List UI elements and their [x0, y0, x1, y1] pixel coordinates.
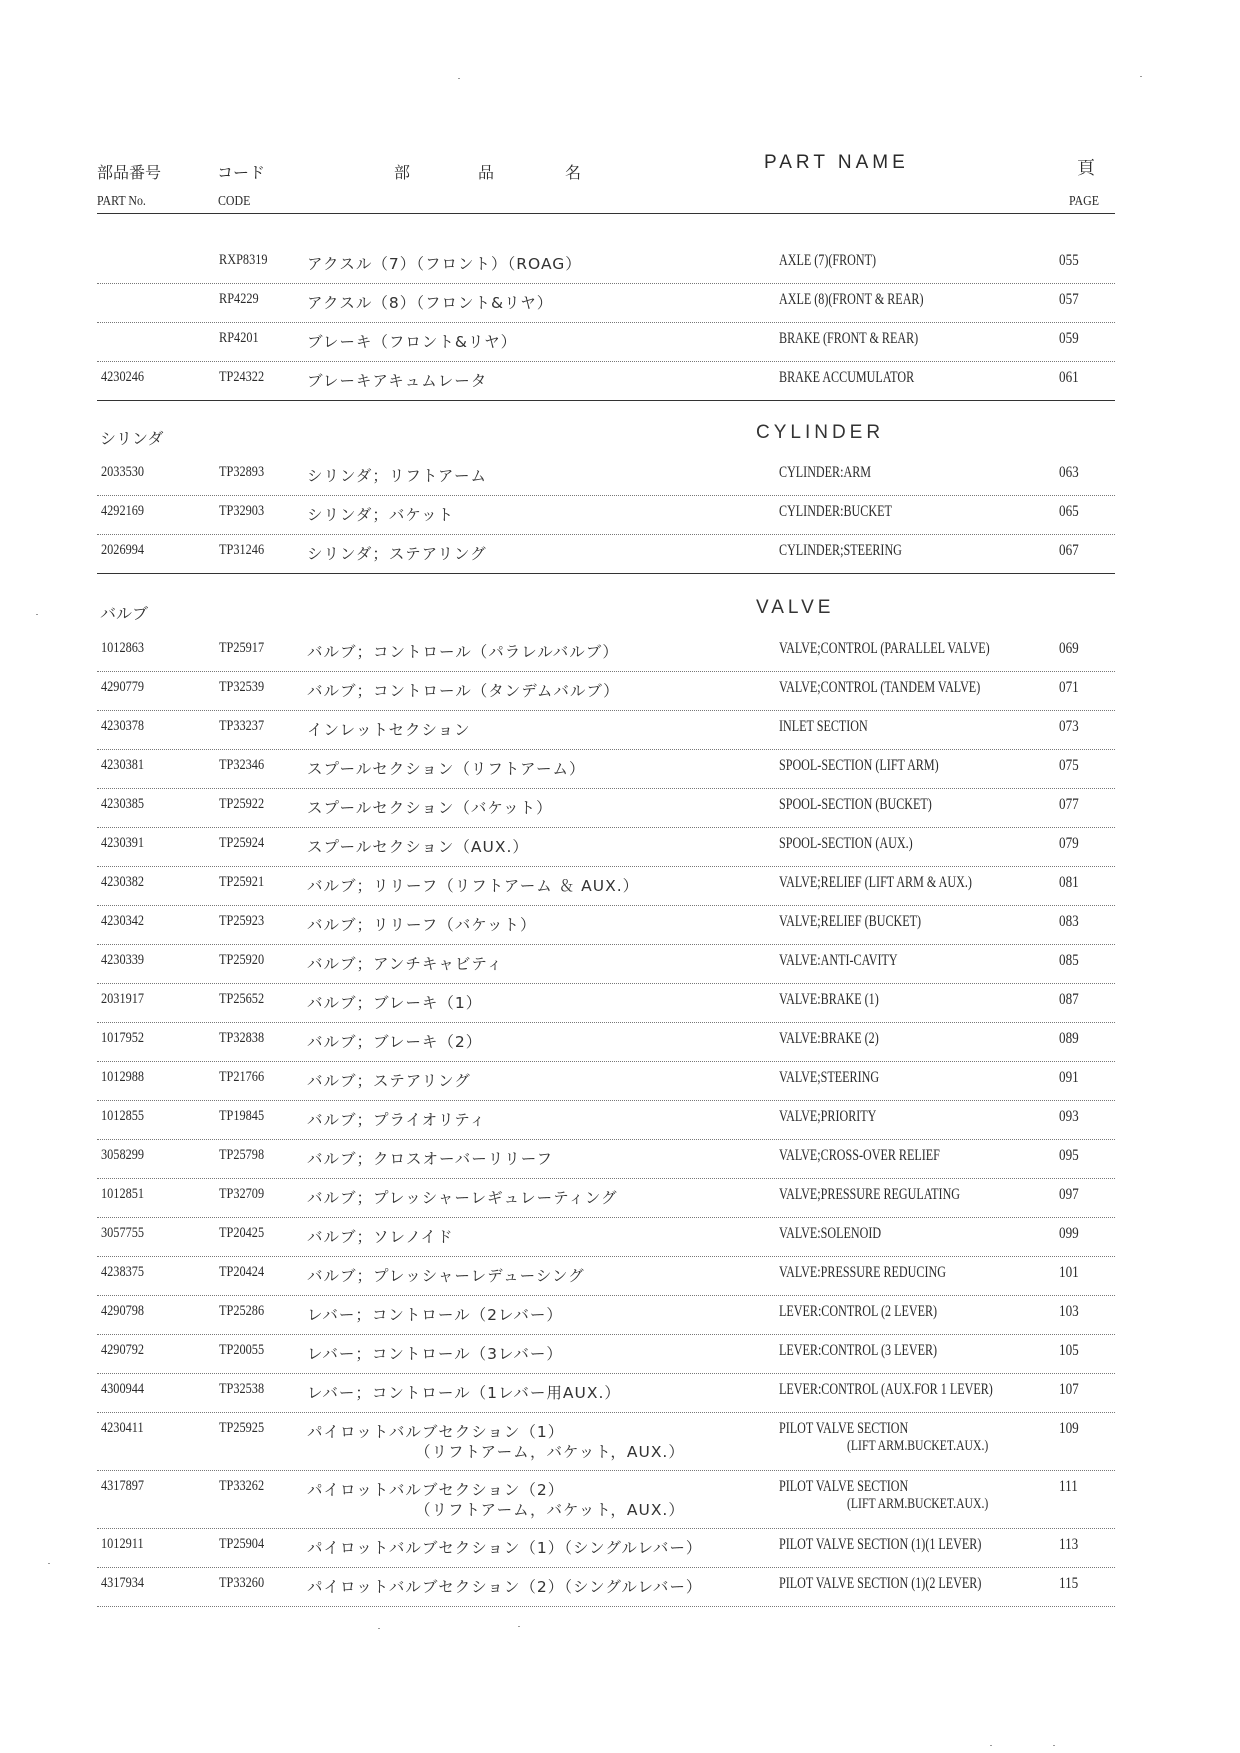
scan-speck [990, 1745, 992, 1746]
part-name-en: PILOT VALVE SECTION (1)(2 LEVER) [779, 1575, 982, 1592]
part-number: 4292169 [101, 503, 145, 519]
table-row [97, 1334, 1115, 1374]
part-name-jp: アクスル（8）（フロント&リヤ） [307, 294, 554, 312]
part-name-jp: レバー；コントロール（3レバー） [307, 1345, 563, 1363]
code: TP33260 [219, 1575, 265, 1591]
table-row [97, 456, 1115, 496]
page-number: 065 [1059, 503, 1079, 520]
part-name-jp: バルブ；コントロール（パラレルバルブ） [307, 643, 619, 661]
scan-speck [518, 1626, 520, 1627]
code: TP20425 [219, 1225, 265, 1241]
page-number: 103 [1059, 1303, 1079, 1320]
part-name-en: VALVE;CONTROL (TANDEM VALVE) [779, 679, 981, 696]
table-row [97, 1528, 1115, 1568]
code: TP20424 [219, 1264, 265, 1280]
table-row [97, 283, 1115, 323]
page-number: 079 [1059, 835, 1079, 852]
part-number: 4317897 [101, 1478, 145, 1494]
part-name-en: LEVER:CONTROL (2 LEVER) [779, 1303, 938, 1320]
section-title-en: CYLINDER [756, 422, 885, 443]
page-number: 091 [1059, 1069, 1079, 1086]
table-row [97, 1100, 1115, 1140]
part-name-en: CYLINDER:BUCKET [779, 503, 892, 520]
part-number: 4290779 [101, 679, 145, 695]
part-number: 4230411 [101, 1420, 144, 1436]
part-number: 4230378 [101, 718, 145, 734]
part-name-en: VALVE;CROSS-OVER RELIEF [779, 1147, 940, 1164]
part-name-en: AXLE (8)(FRONT & REAR) [779, 291, 924, 308]
part-name-jp: スプールセクション（リフトアーム） [307, 760, 586, 778]
part-name-en: VALVE:SOLENOID [779, 1225, 882, 1242]
page-number: 081 [1059, 874, 1079, 891]
page-number: 095 [1059, 1147, 1079, 1164]
table-row [97, 322, 1115, 362]
section-title-en: VALVE [756, 597, 835, 618]
scan-speck [36, 614, 38, 615]
part-number: 3058299 [101, 1147, 145, 1163]
code: TP32903 [219, 503, 265, 519]
part-name-jp: シリンダ；リフトアーム [307, 467, 487, 485]
table-row [97, 1412, 1115, 1471]
part-name-jp: バルブ；クロスオーバーリリーフ [307, 1150, 553, 1168]
code: TP19845 [219, 1108, 265, 1124]
header-part-name-jp-2: 品 [478, 163, 495, 182]
code: TP32539 [219, 679, 265, 695]
part-number: 4230382 [101, 874, 145, 890]
header-code-en: CODE [218, 194, 251, 209]
page-number: 073 [1059, 718, 1079, 735]
page-number: 101 [1059, 1264, 1079, 1281]
part-name-jp: シリンダ；ステアリング [307, 545, 487, 563]
part-name-en: VALVE;PRIORITY [779, 1108, 877, 1125]
page-number: 083 [1059, 913, 1079, 930]
part-name-en: INLET SECTION [779, 718, 868, 735]
code: TP32709 [219, 1186, 265, 1202]
part-number: 1012863 [101, 640, 145, 656]
part-name-jp: パイロットバルブセクション（1）（シングルレバー） [307, 1539, 703, 1557]
part-name-en: VALVE;RELIEF (LIFT ARM & AUX.) [779, 874, 972, 891]
table-row [97, 1295, 1115, 1335]
part-number: 4230342 [101, 913, 145, 929]
code: TP25917 [219, 640, 265, 656]
part-name-jp: インレットセクション [307, 721, 471, 739]
part-name-en: PILOT VALVE SECTION [779, 1420, 909, 1437]
part-name-jp: パイロットバルブセクション（2）（シングルレバー） [307, 1578, 703, 1596]
page-number: 077 [1059, 796, 1079, 813]
code: TP25920 [219, 952, 265, 968]
table-row [97, 632, 1115, 672]
page-number: 099 [1059, 1225, 1079, 1242]
page-number: 087 [1059, 991, 1079, 1008]
page-number: 085 [1059, 952, 1079, 969]
table-row [97, 866, 1115, 906]
table-row [97, 749, 1115, 789]
part-number: 1012851 [101, 1186, 145, 1202]
part-name-en: VALVE:BRAKE (1) [779, 991, 879, 1008]
part-number: 4230246 [101, 369, 145, 385]
page-number: 097 [1059, 1186, 1079, 1203]
code: TP33262 [219, 1478, 265, 1494]
header-part-name-jp-3: 名 [565, 163, 582, 182]
part-number: 1012855 [101, 1108, 145, 1124]
code: TP32838 [219, 1030, 265, 1046]
part-number: 1017952 [101, 1030, 145, 1046]
part-name-en: VALVE;RELIEF (BUCKET) [779, 913, 922, 930]
page-number: 069 [1059, 640, 1079, 657]
page-number: 059 [1059, 330, 1079, 347]
code: TP25923 [219, 913, 265, 929]
section-heading-valve [97, 597, 1115, 627]
table-row [97, 1061, 1115, 1101]
part-name-en: AXLE (7)(FRONT) [779, 252, 877, 269]
table-row [97, 244, 1115, 284]
part-name-en: VALVE;CONTROL (PARALLEL VALVE) [779, 640, 990, 657]
part-name-jp: バルブ；ブレーキ（1） [307, 994, 483, 1012]
table-row [97, 983, 1115, 1023]
part-name-jp: バルブ；リリーフ（バケット） [307, 916, 537, 934]
part-name-jp: パイロットバルブセクション（2） [307, 1481, 565, 1499]
page-number: 061 [1059, 369, 1079, 386]
part-name-jp: バルブ；リリーフ（リフトアーム ＆ AUX.） [307, 877, 640, 895]
part-name-en: SPOOL-SECTION (AUX.) [779, 835, 913, 852]
part-name-jp: バルブ；コントロール（タンデムバルブ） [307, 682, 620, 700]
table-row [97, 710, 1115, 750]
part-name-en: LEVER:CONTROL (AUX.FOR 1 LEVER) [779, 1381, 993, 1398]
header-part-name-jp-1: 部 [394, 163, 411, 182]
part-name-jp: アクスル（7）（フロント）（ROAG） [307, 255, 582, 273]
code: TP24322 [219, 369, 265, 385]
code: RP4201 [219, 330, 259, 346]
part-name-en: CYLINDER:ARM [779, 464, 872, 481]
part-name-en-line2: (LIFT ARM.BUCKET.AUX.) [847, 1496, 989, 1512]
part-number: 1012911 [101, 1536, 144, 1552]
part-name-jp: バルブ；プライオリティ [307, 1111, 487, 1129]
part-name-en: BRAKE ACCUMULATOR [779, 369, 915, 386]
table-row [97, 1217, 1115, 1257]
header-part-no-en: PART No. [97, 194, 146, 209]
column-header [97, 152, 1112, 218]
part-number: 4238375 [101, 1264, 145, 1280]
code: TP25652 [219, 991, 265, 1007]
page-number: 057 [1059, 291, 1079, 308]
page-number: 107 [1059, 1381, 1079, 1398]
scan-speck [48, 1563, 50, 1564]
header-code-jp: コード [217, 163, 266, 182]
part-name-jp-line2: （リフトアーム，バケット，AUX.） [415, 1501, 685, 1519]
part-name-en: VALVE:BRAKE (2) [779, 1030, 879, 1047]
page-number: 109 [1059, 1420, 1079, 1437]
part-number: 4290792 [101, 1342, 145, 1358]
part-name-en: VALVE:PRESSURE REDUCING [779, 1264, 946, 1281]
table-row [97, 905, 1115, 945]
part-name-en: SPOOL-SECTION (LIFT ARM) [779, 757, 939, 774]
part-number: 4290798 [101, 1303, 145, 1319]
code: TP25904 [219, 1536, 265, 1552]
page-number: 111 [1059, 1478, 1078, 1495]
part-name-jp: バルブ；ソレノイド [307, 1228, 454, 1246]
part-number: 4230385 [101, 796, 145, 812]
part-name-en: BRAKE (FRONT & REAR) [779, 330, 919, 347]
code: TP25798 [219, 1147, 265, 1163]
part-name-jp: バルブ；ブレーキ（2） [307, 1033, 483, 1051]
table-row [97, 1178, 1115, 1218]
part-name-en: PILOT VALVE SECTION [779, 1478, 909, 1495]
page-number: 071 [1059, 679, 1079, 696]
page-number: 093 [1059, 1108, 1079, 1125]
code: TP33237 [219, 718, 265, 734]
code: TP31246 [219, 542, 265, 558]
table-row [97, 671, 1115, 711]
table-row [97, 361, 1115, 401]
part-name-en: PILOT VALVE SECTION (1)(1 LEVER) [779, 1536, 982, 1553]
part-number: 2033530 [101, 464, 145, 480]
page-number: 075 [1059, 757, 1079, 774]
part-name-jp: スプールセクション（バケット） [307, 799, 553, 817]
part-name-jp: バルブ；アンチキャビティ [307, 955, 504, 973]
table-row [97, 1022, 1115, 1062]
scan-speck [1140, 76, 1142, 77]
code: TP20055 [219, 1342, 265, 1358]
part-name-jp: ブレーキアキュムレータ [307, 372, 488, 390]
part-name-en: CYLINDER;STEERING [779, 542, 902, 559]
part-number: 1012988 [101, 1069, 145, 1085]
code: TP25286 [219, 1303, 265, 1319]
part-name-jp: レバー；コントロール（1レバー用AUX.） [307, 1384, 621, 1402]
section-title-jp: バルブ [100, 604, 149, 623]
header-part-no-jp: 部品番号 [97, 163, 162, 182]
part-name-jp: バルブ；プレッシャーレデューシング [307, 1267, 585, 1285]
header-part-name-en: PART NAME [764, 152, 909, 173]
part-name-en: VALVE;PRESSURE REGULATING [779, 1186, 961, 1203]
scan-speck [458, 78, 460, 79]
table-row [97, 1139, 1115, 1179]
part-number: 3057755 [101, 1225, 145, 1241]
table-row [97, 944, 1115, 984]
part-name-jp: バルブ；ステアリング [307, 1072, 471, 1090]
part-number: 2031917 [101, 991, 145, 1007]
part-number: 4230391 [101, 835, 145, 851]
scan-speck [378, 1628, 380, 1629]
section-heading-cylinder [97, 422, 1115, 452]
part-name-jp: パイロットバルブセクション（1） [307, 1423, 565, 1441]
table-row [97, 1256, 1115, 1296]
part-name-jp: スプールセクション（AUX.） [307, 838, 529, 856]
code: TP25925 [219, 1420, 265, 1436]
code: TP25922 [219, 796, 265, 812]
table-row [97, 1373, 1115, 1413]
table-row [97, 788, 1115, 828]
part-number: 4230339 [101, 952, 145, 968]
part-number: 2026994 [101, 542, 145, 558]
part-name-en-line2: (LIFT ARM.BUCKET.AUX.) [847, 1438, 989, 1454]
part-name-en: VALVE:ANTI-CAVITY [779, 952, 898, 969]
page-number: 113 [1059, 1536, 1079, 1553]
code: RXP8319 [219, 252, 268, 268]
page-number: 063 [1059, 464, 1079, 481]
part-number: 4230381 [101, 757, 145, 773]
table-row [97, 827, 1115, 867]
code: TP32346 [219, 757, 265, 773]
part-name-en: LEVER:CONTROL (3 LEVER) [779, 1342, 938, 1359]
table-row [97, 1567, 1115, 1607]
code: TP25921 [219, 874, 265, 890]
table-row [97, 1470, 1115, 1529]
page-number: 055 [1059, 252, 1079, 269]
part-name-jp: シリンダ；バケット [307, 506, 455, 524]
code: TP32893 [219, 464, 265, 480]
scan-speck [1053, 1745, 1055, 1746]
part-name-en: SPOOL-SECTION (BUCKET) [779, 796, 932, 813]
code: RP4229 [219, 291, 259, 307]
header-page-jp: 頁 [1077, 158, 1095, 179]
part-number: 4300944 [101, 1381, 145, 1397]
part-name-en: VALVE;STEERING [779, 1069, 880, 1086]
page-number: 105 [1059, 1342, 1079, 1359]
part-name-jp: レバー；コントロール（2レバー） [307, 1306, 563, 1324]
section-title-jp: シリンダ [100, 429, 164, 448]
page-number: 115 [1059, 1575, 1079, 1592]
part-number: 4317934 [101, 1575, 145, 1591]
code: TP21766 [219, 1069, 265, 1085]
part-name-jp: ブレーキ（フロント&リヤ） [307, 333, 518, 351]
part-name-jp-line2: （リフトアーム，バケット，AUX.） [415, 1443, 685, 1461]
header-page-en: PAGE [1069, 194, 1099, 209]
header-divider [97, 213, 1115, 214]
table-row [97, 534, 1115, 574]
page-number: 089 [1059, 1030, 1079, 1047]
code: TP25924 [219, 835, 265, 851]
code: TP32538 [219, 1381, 265, 1397]
table-row [97, 495, 1115, 535]
page-number: 067 [1059, 542, 1079, 559]
part-name-jp: バルブ；プレッシャーレギュレーティング [307, 1189, 618, 1207]
